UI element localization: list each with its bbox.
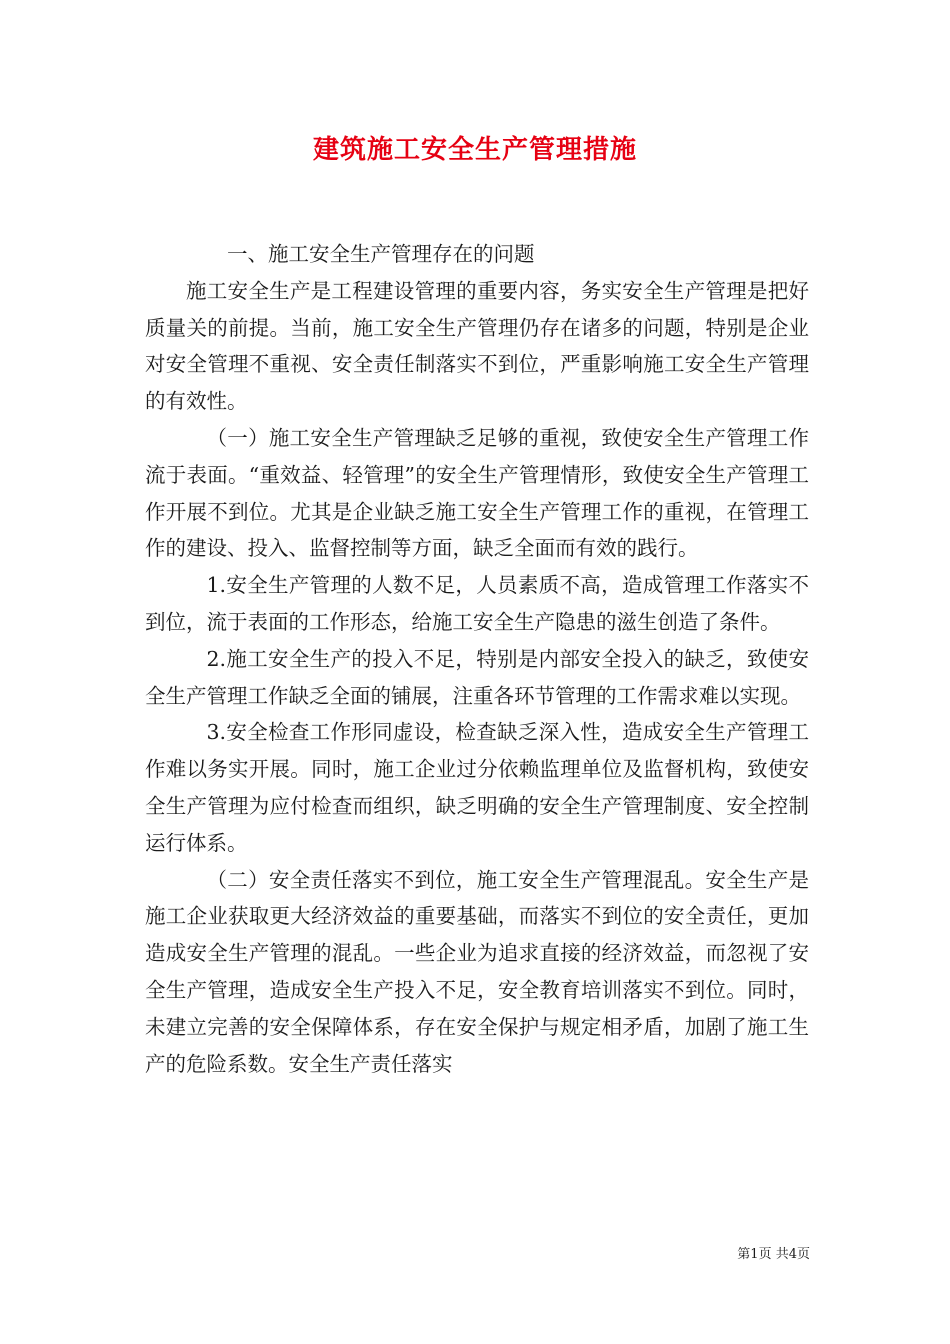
list-item: 2.施工安全生产的投入不足，特别是内部安全投入的缺乏，致使安全生产管理工作缺乏全面的铺展，注重各环节管理的工作需求难以实现。 [145, 646, 809, 708]
page-number-footer [680, 1246, 810, 1264]
footer-total-pages: 4 [788, 1247, 797, 1262]
paragraph: 施工安全生产是工程建设管理的重要内容，务实安全生产管理是把好质量关的前提。当前，施工安全生产管理仍存在诸多的问题，特别是企业对安全管理不重视、安全责任制落实不到位，严重影响施工安全生产管理的有效性。 [145, 278, 809, 414]
section-heading: 一、施工安全生产管理存在的问题 [227, 242, 535, 266]
footer-prefix: 第 [737, 1247, 751, 1262]
footer-middle: 页 共 [758, 1247, 789, 1262]
paragraph: （一）施工安全生产管理缺乏足够的重视，致使安全生产管理工作流于表面。“重效益、轻管理”的安全生产管理情形，致使安全生产管理工作开展不到位。尤其是企业缺乏施工安全生产管理工作的重视，在管理工作的建设、投入、监督控制等方面，缺乏全面而有效的践行。 [145, 425, 809, 561]
footer-suffix: 页 [796, 1247, 810, 1262]
list-item: 3.安全检查工作形同虚设，检查缺乏深入性，造成安全生产管理工作难以务实开展。同时，施工企业过分依赖监理单位及监督机构，致使安全生产管理为应付检查而组织，缺乏明确的安全生产管理制度、安全控制运行体系。 [145, 720, 809, 855]
footer-current-page: 1 [750, 1247, 759, 1262]
list-item: 1.安全生产管理的人数不足，人员素质不高，造成管理工作落实不到位，流于表面的工作形态，给施工安全生产隐患的滋生创造了条件。 [145, 573, 809, 634]
document-body [145, 236, 809, 1082]
paragraph: （二）安全责任落实不到位，施工安全生产管理混乱。安全生产是施工企业获取更大经济效益的重要基础，而落实不到位的安全责任，更加造成安全生产管理的混乱。一些企业为追求直接的经济效益，而忽视了安全生产管理，造成安全生产投入不足，安全教育培训落实不到位。同时，未建立完善的安全保障体系，存在安全保护与规定相矛盾，加剧了施工生产的危险系数。安全生产责任落实 [145, 867, 809, 1076]
document-title: 建筑施工安全生产管理措施 [312, 135, 637, 165]
